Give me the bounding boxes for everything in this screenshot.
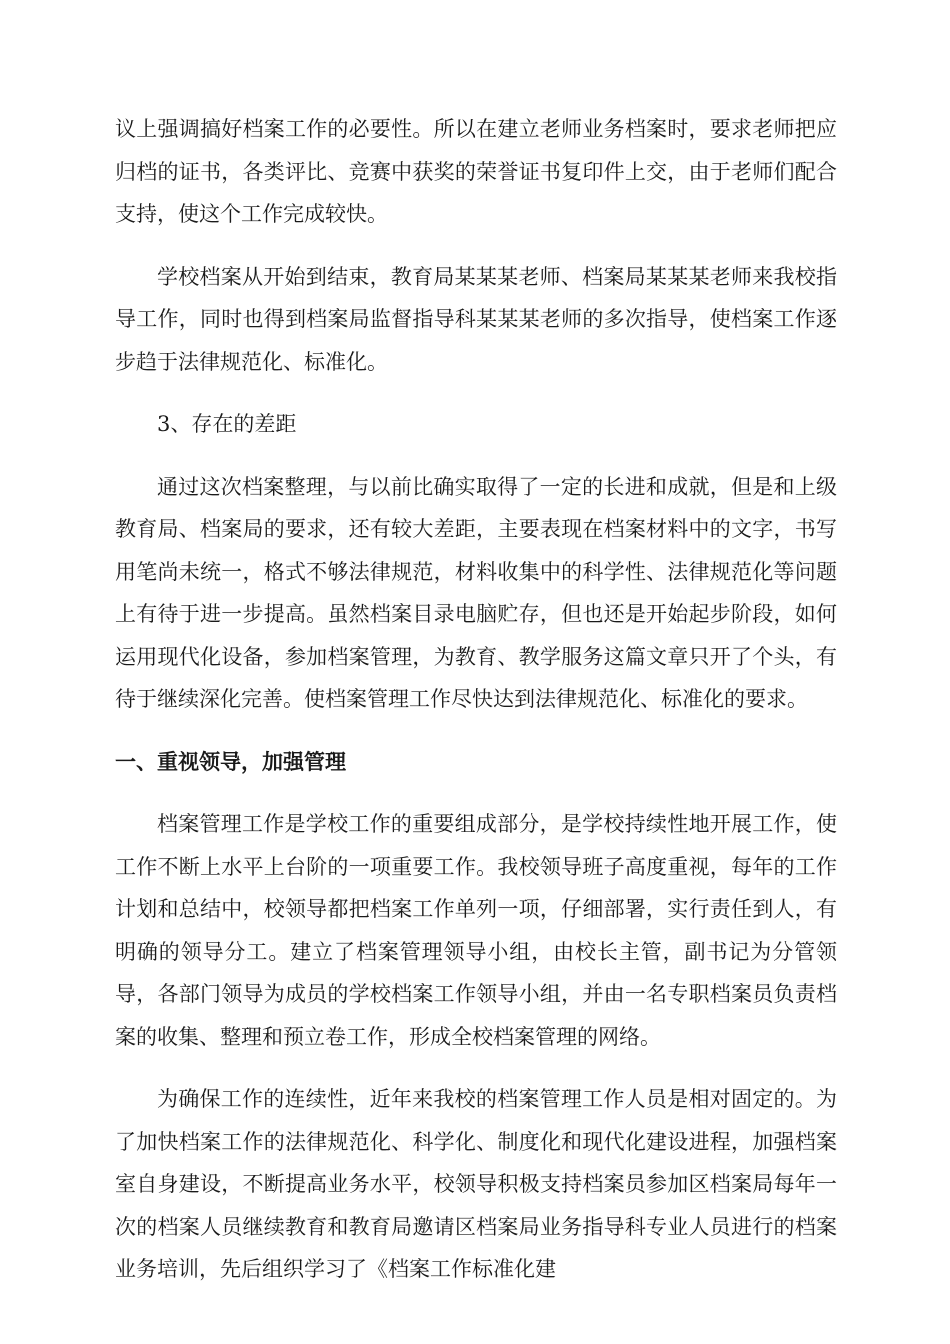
paragraph-continuity: 为确保工作的连续性，近年来我校的档案管理工作人员是相对固定的。为了加快档案工作的法律规范化、科学化、制度化和现代化建设进程，加强档案室自身建设，不断提高业务水平，校领导积极支持档案员参加区档案局每年一次的档案人员继续教育和教育局邀请区档案局业务指导科专业人员进行的档案业务培训，先后组织学习了《档案工作标准化建 xyxy=(115,1087,837,1281)
section-heading-gaps: 3、存在的差距 xyxy=(157,412,297,436)
paragraph-guidance: 学校档案从开始到结束，教育局某某某老师、档案局某某某老师来我校指导工作，同时也得到档案局监督指导科某某某老师的多次指导，使档案工作逐步趋于法律规范化、标准化。 xyxy=(115,264,837,374)
paragraph-gaps: 通过这次档案整理，与以前比确实取得了一定的长进和成就，但是和上级教育局、档案局的要求，还有较大差距，主要表现在档案材料中的文字，书写用笔尚未统一，格式不够法律规范，材料收集中的科学性、法律规范化等问题上有待于进一步提高。虽然档案目录电脑贮存，但也还是开始起步阶段，如何运用现代化设备，参加档案管理，为教育、教学服务这篇文章只开了个头，有待于继续深化完善。使档案管理工作尽快达到法律规范化、标准化的要求。 xyxy=(115,474,837,711)
document-body xyxy=(115,108,837,1311)
section-heading-leadership: 一、重视领导，加强管理 xyxy=(115,749,346,774)
paragraph-continuation: 议上强调搞好档案工作的必要性。所以在建立老师业务档案时，要求老师把应归档的证书，各类评比、竞赛中获奖的荣誉证书复印件上交，由于老师们配合支持，使这个工作完成较快。 xyxy=(115,117,837,226)
paragraph-leadership: 档案管理工作是学校工作的重要组成部分，是学校持续性地开展工作，使工作不断上水平上台阶的一项重要工作。我校领导班子高度重视，每年的工作计划和总结中，校领导都把档案工作单列一项，仔细部署，实行责任到人，有明确的领导分工。建立了档案管理领导小组，由校长主管，副书记为分管领导，各部门领导为成员的学校档案工作领导小组，并由一名专职档案员负责档案的收集、整理和预立卷工作，形成全校档案管理的网络。 xyxy=(115,812,837,1049)
